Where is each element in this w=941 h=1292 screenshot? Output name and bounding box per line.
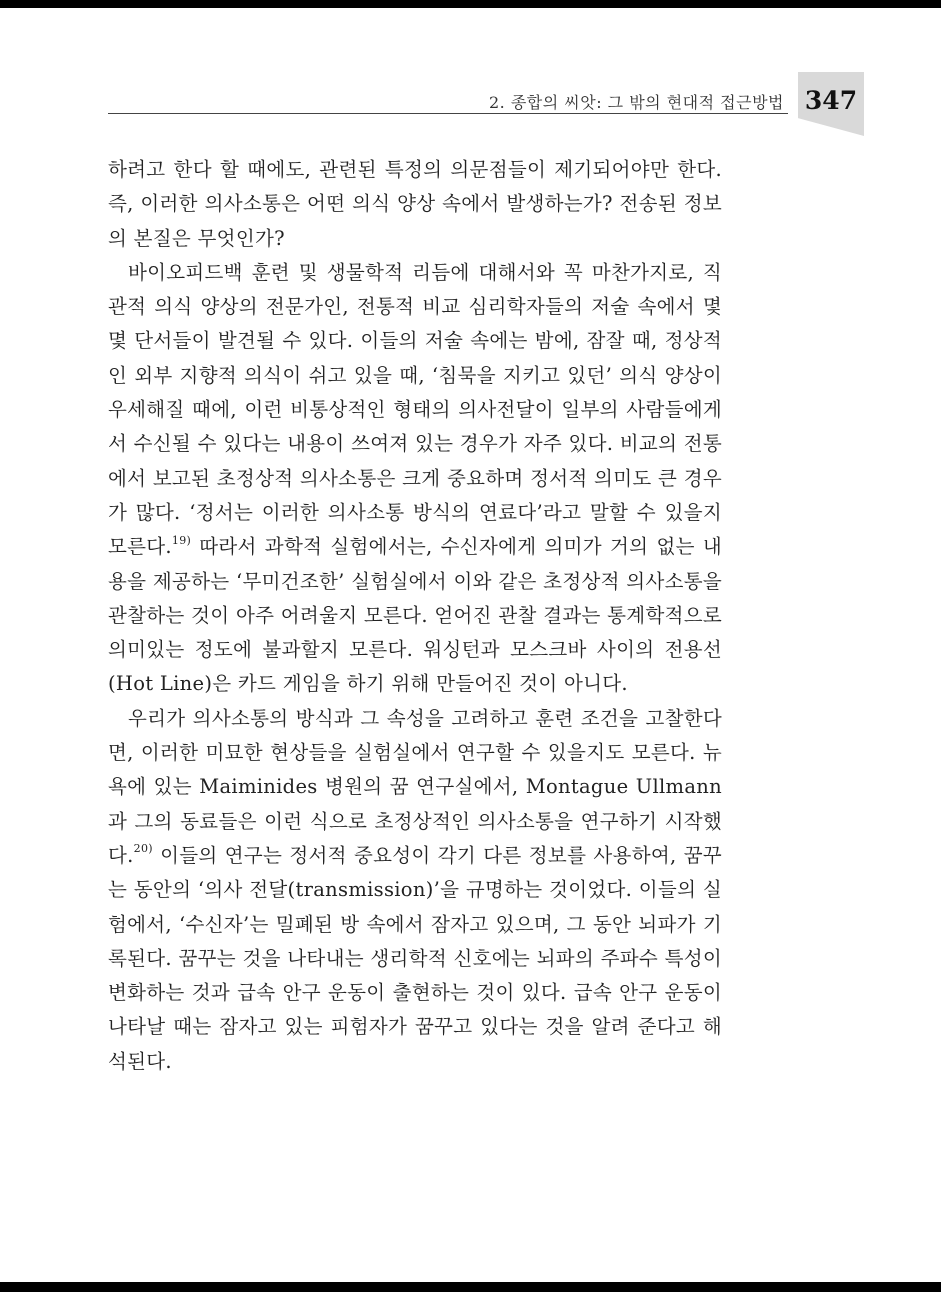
footnote-ref-20: 20) [133,842,153,856]
paragraph-2-text-after: 따라서 과학적 실험에서는, 수신자에게 의미가 거의 없는 내용을 제공하는 ‘무미건조한’ 실험실에서 이와 같은 초정상적 의사소통을 관찰하는 것이 아주 어려울지 모른다. 얻어진 관찰 결과는 통계학적으로 의미있는 정도에 불과할지 모른다. 워싱턴과 모스크바 사이의 전용선(Hot Line)은 카드 게임을 하기 위해 만들어진 것이 아니다. [108,535,722,696]
paragraph-3 [108,702,722,1079]
paragraph-2 [108,256,722,702]
page-number: 347 [804,86,858,115]
top-border [0,0,941,8]
body-text [108,153,722,1079]
paragraph-2-text-before: 바이오피드백 훈련 및 생물학적 리듬에 대해서와 꼭 마찬가지로, 직관적 의식 양상의 전문가인, 전통적 비교 심리학자들의 저술 속에서 몇몇 단서들이 발견될 수 있다. 이들의 저술 속에는 밤에, 잠잘 때, 정상적인 외부 지향적 의식이 쉬고 있을 때, ‘침묵을 지키고 있던’ 의식 양상이 우세해질 때에, 이런 비통상적인 형태의 의사전달이 일부의 사람들에게서 수신될 수 있다는 내용이 쓰여져 있는 경우가 자주 있다. 비교의 전통에서 보고된 초정상적 의사소통은 크게 중요하며 정서적 의미도 큰 경우가 많다. ‘정서는 이러한 의사소통 방식의 연료다’라고 말할 수 있을지 모른다. [108,260,722,559]
paragraph-1 [108,153,722,256]
paragraph-3-text-after: 이들의 연구는 정서적 중요성이 각기 다른 정보를 사용하여, 꿈꾸는 동안의 ‘의사 전달(transmission)’을 규명하는 것이었다. 이들의 실험에서, ‘수신자’는 밀폐된 방 속에서 잠자고 있으며, 그 동안 뇌파가 기록된다. 꿈꾸는 것을 나타내는 생리학적 신호에는 뇌파의 주파수 특성이 변화하는 것과 급속 안구 운동이 출현하는 것이 있다. 급속 안구 운동이 나타날 때는 잠자고 있는 피험자가 꿈꾸고 있다는 것을 알려 준다고 해석된다. [108,843,722,1073]
bottom-border [0,1282,941,1292]
header-rule [108,113,788,114]
paragraph-1-text: 하려고 한다 할 때에도, 관련된 특정의 의문점들이 제기되어야만 한다. 즉, 이러한 의사소통은 어떤 의식 양상 속에서 발생하는가? 전송된 정보의 본질은 무엇인가? [108,158,722,250]
footnote-ref-19: 19) [171,533,192,547]
paragraph-3-text-before: 우리가 의사소통의 방식과 그 속성을 고려하고 훈련 조건을 고찰한다면, 이러한 미묘한 현상들을 실험실에서 연구할 수 있을지도 모른다. 뉴욕에 있는 Maiminides 병원의 꿈 연구실에서, Montague Ullmann과 그의 동료들은 이런 식으로 초정상적인 의사소통을 연구하기 시작했다. [108,706,722,867]
running-header-title: 2. 종합의 씨앗: 그 밖의 현대적 접근방법 [488,93,784,112]
